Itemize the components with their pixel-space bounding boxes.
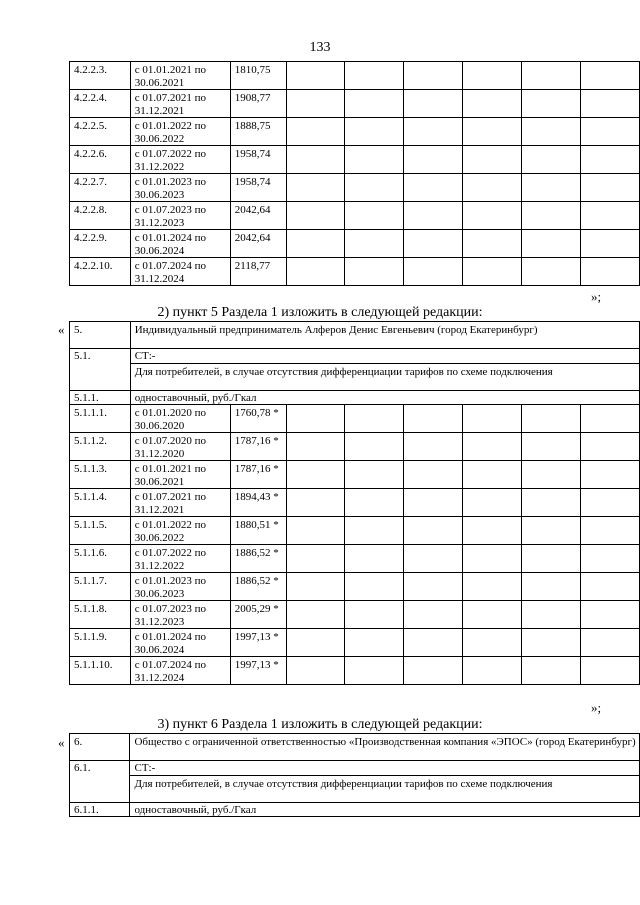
table-row: [70, 146, 640, 174]
empty-cell: [404, 657, 463, 685]
org-name: Индивидуальный предприниматель Алферов Денис Евгеньевич (город Екатеринбург): [130, 322, 639, 349]
row-number: 5.1.1.9.: [70, 629, 131, 657]
rate-label: одноставочный, руб./Гкал: [130, 802, 640, 817]
empty-cell: [463, 62, 522, 90]
empty-cell: [522, 461, 581, 489]
empty-cell: [522, 601, 581, 629]
empty-cell: [463, 433, 522, 461]
empty-cell: [286, 174, 345, 202]
empty-cell: [286, 517, 345, 545]
empty-cell: [345, 601, 404, 629]
empty-cell: [522, 433, 581, 461]
row-period: с 01.07.2022 по 31.12.2022: [130, 545, 230, 573]
row-value: 1886,52 *: [230, 573, 286, 601]
empty-cell: [522, 174, 581, 202]
table-row: [70, 517, 640, 545]
empty-cell: [345, 433, 404, 461]
empty-cell: [581, 230, 640, 258]
empty-cell: [581, 601, 640, 629]
st-number: 5.1.: [70, 349, 131, 391]
empty-cell: [463, 657, 522, 685]
empty-cell: [463, 461, 522, 489]
row-number: 4.2.2.8.: [70, 202, 131, 230]
empty-cell: [522, 202, 581, 230]
empty-cell: [522, 489, 581, 517]
row-period: с 01.07.2020 по 31.12.2020: [130, 433, 230, 461]
empty-cell: [522, 146, 581, 174]
row-value: 2042,64: [230, 202, 286, 230]
empty-cell: [404, 405, 463, 433]
section-heading-3: 3) пункт 6 Раздела 1 изложить в следующей редакции:: [157, 717, 483, 732]
row-period: с 01.01.2024 по 30.06.2024: [130, 230, 230, 258]
row-value: 1958,74: [230, 174, 286, 202]
empty-cell: [286, 573, 345, 601]
empty-cell: [286, 62, 345, 90]
empty-cell: [404, 202, 463, 230]
row-number: 4.2.2.5.: [70, 118, 131, 146]
empty-cell: [286, 545, 345, 573]
row-number: 5.1.1.10.: [70, 657, 131, 685]
row-period: с 01.01.2024 по 30.06.2024: [130, 629, 230, 657]
row-number: 4.2.2.3.: [70, 62, 131, 90]
empty-cell: [463, 601, 522, 629]
table-row: [70, 62, 640, 90]
empty-cell: [286, 657, 345, 685]
opening-quote-2: «: [58, 322, 65, 337]
empty-cell: [404, 489, 463, 517]
empty-cell: [463, 202, 522, 230]
org-number: 6.: [70, 734, 130, 761]
empty-cell: [522, 62, 581, 90]
st-label: СТ:-: [130, 349, 639, 364]
row-period: с 01.01.2022 по 30.06.2022: [130, 118, 230, 146]
row-period: с 01.01.2022 по 30.06.2022: [130, 517, 230, 545]
empty-cell: [404, 573, 463, 601]
empty-cell: [286, 489, 345, 517]
empty-cell: [522, 573, 581, 601]
empty-cell: [581, 118, 640, 146]
empty-cell: [463, 118, 522, 146]
empty-cell: [522, 517, 581, 545]
empty-cell: [404, 62, 463, 90]
empty-cell: [286, 461, 345, 489]
empty-cell: [345, 489, 404, 517]
row-value: 2118,77: [230, 258, 286, 286]
empty-cell: [463, 517, 522, 545]
empty-cell: [286, 118, 345, 146]
row-value: 1997,13 *: [230, 657, 286, 685]
empty-cell: [404, 146, 463, 174]
empty-cell: [581, 62, 640, 90]
empty-cell: [286, 405, 345, 433]
row-value: 1997,13 *: [230, 629, 286, 657]
section-heading-2: 2) пункт 5 Раздела 1 изложить в следующей редакции:: [157, 305, 483, 320]
empty-cell: [286, 601, 345, 629]
table-row: [70, 433, 640, 461]
empty-cell: [345, 461, 404, 489]
empty-cell: [581, 629, 640, 657]
empty-cell: [286, 258, 345, 286]
row-number: 5.1.1.7.: [70, 573, 131, 601]
row-number: 5.1.1.6.: [70, 545, 131, 573]
rate-number: 6.1.1.: [70, 802, 130, 817]
table-row: [70, 489, 640, 517]
row-number: 5.1.1.3.: [70, 461, 131, 489]
empty-cell: [463, 146, 522, 174]
empty-cell: [581, 405, 640, 433]
row-period: с 01.07.2021 по 31.12.2021: [130, 90, 230, 118]
table-row: [70, 174, 640, 202]
row-value: 1894,43 *: [230, 489, 286, 517]
row-period: с 01.01.2021 по 30.06.2021: [130, 461, 230, 489]
table-row: [70, 90, 640, 118]
row-value: 1958,74: [230, 146, 286, 174]
empty-cell: [345, 545, 404, 573]
rate-label: одноставочный, руб./Гкал: [130, 390, 639, 405]
empty-cell: [581, 202, 640, 230]
table-row: [70, 118, 640, 146]
row-value: 1888,75: [230, 118, 286, 146]
empty-cell: [581, 174, 640, 202]
empty-cell: [581, 433, 640, 461]
row-number: 4.2.2.6.: [70, 146, 131, 174]
row-value: 1880,51 *: [230, 517, 286, 545]
empty-cell: [463, 489, 522, 517]
empty-cell: [463, 405, 522, 433]
row-number: 4.2.2.9.: [70, 230, 131, 258]
empty-cell: [581, 517, 640, 545]
empty-cell: [345, 573, 404, 601]
empty-cell: [463, 545, 522, 573]
row-value: 1760,78 *: [230, 405, 286, 433]
empty-cell: [463, 629, 522, 657]
empty-cell: [404, 433, 463, 461]
st-number: 6.1.: [70, 761, 130, 803]
empty-cell: [581, 573, 640, 601]
empty-cell: [522, 230, 581, 258]
table-row: [70, 573, 640, 601]
consumers-note: Для потребителей, в случае отсутствия дифференциации тарифов по схеме подключения: [130, 363, 639, 390]
empty-cell: [522, 90, 581, 118]
empty-cell: [463, 258, 522, 286]
empty-cell: [581, 461, 640, 489]
empty-cell: [286, 146, 345, 174]
empty-cell: [581, 489, 640, 517]
empty-cell: [404, 174, 463, 202]
empty-cell: [581, 657, 640, 685]
empty-cell: [581, 146, 640, 174]
opening-quote-3: «: [58, 735, 65, 750]
row-period: с 01.01.2023 по 30.06.2023: [130, 573, 230, 601]
row-number: 5.1.1.4.: [70, 489, 131, 517]
empty-cell: [345, 629, 404, 657]
empty-cell: [345, 174, 404, 202]
empty-cell: [404, 230, 463, 258]
row-period: с 01.07.2021 по 31.12.2021: [130, 489, 230, 517]
row-period: с 01.07.2023 по 31.12.2023: [130, 202, 230, 230]
row-number: 5.1.1.2.: [70, 433, 131, 461]
empty-cell: [522, 629, 581, 657]
empty-cell: [345, 405, 404, 433]
table-row: [70, 545, 640, 573]
empty-cell: [404, 461, 463, 489]
empty-cell: [581, 545, 640, 573]
table-row: [70, 601, 640, 629]
row-value: 1886,52 *: [230, 545, 286, 573]
tariff-table-section-6: [69, 733, 640, 817]
row-period: с 01.01.2020 по 30.06.2020: [130, 405, 230, 433]
empty-cell: [522, 258, 581, 286]
row-period: с 01.07.2022 по 31.12.2022: [130, 146, 230, 174]
row-period: с 01.07.2024 по 31.12.2024: [130, 258, 230, 286]
empty-cell: [404, 517, 463, 545]
row-value: 2042,64: [230, 230, 286, 258]
row-value: 2005,29 *: [230, 601, 286, 629]
empty-cell: [404, 90, 463, 118]
empty-cell: [522, 545, 581, 573]
empty-cell: [345, 118, 404, 146]
empty-cell: [463, 573, 522, 601]
row-value: 1787,16 *: [230, 461, 286, 489]
empty-cell: [345, 517, 404, 545]
empty-cell: [463, 230, 522, 258]
tariff-table-section-5: [69, 321, 640, 685]
row-value: 1787,16 *: [230, 433, 286, 461]
st-label: СТ:-: [130, 761, 640, 776]
row-period: с 01.07.2023 по 31.12.2023: [130, 601, 230, 629]
row-number: 4.2.2.7.: [70, 174, 131, 202]
empty-cell: [463, 174, 522, 202]
table-row: [70, 258, 640, 286]
table-row: [70, 405, 640, 433]
org-name: Общество с ограниченной ответственностью «Производственная компания «ЭПОС» (город Екатеринбург): [130, 734, 640, 761]
empty-cell: [522, 118, 581, 146]
empty-cell: [404, 258, 463, 286]
row-period: с 01.01.2023 по 30.06.2023: [130, 174, 230, 202]
closing-quote-1: »;: [591, 289, 602, 304]
empty-cell: [404, 118, 463, 146]
empty-cell: [522, 657, 581, 685]
table-row: [70, 629, 640, 657]
empty-cell: [345, 90, 404, 118]
empty-cell: [581, 90, 640, 118]
empty-cell: [345, 230, 404, 258]
row-number: 5.1.1.8.: [70, 601, 131, 629]
row-value: 1810,75: [230, 62, 286, 90]
page-number: 133: [309, 40, 331, 55]
row-period: с 01.01.2021 по 30.06.2021: [130, 62, 230, 90]
empty-cell: [286, 433, 345, 461]
empty-cell: [286, 629, 345, 657]
rate-number: 5.1.1.: [70, 390, 131, 405]
empty-cell: [286, 202, 345, 230]
empty-cell: [345, 258, 404, 286]
row-period: с 01.07.2024 по 31.12.2024: [130, 657, 230, 685]
empty-cell: [345, 62, 404, 90]
table-row: [70, 657, 640, 685]
empty-cell: [345, 657, 404, 685]
empty-cell: [404, 601, 463, 629]
row-number: 4.2.2.10.: [70, 258, 131, 286]
empty-cell: [286, 230, 345, 258]
empty-cell: [463, 90, 522, 118]
empty-cell: [404, 545, 463, 573]
row-number: 4.2.2.4.: [70, 90, 131, 118]
empty-cell: [345, 146, 404, 174]
empty-cell: [404, 629, 463, 657]
tariff-table-section-4: [69, 61, 640, 286]
table-row: [70, 230, 640, 258]
empty-cell: [286, 90, 345, 118]
row-value: 1908,77: [230, 90, 286, 118]
empty-cell: [345, 202, 404, 230]
empty-cell: [522, 405, 581, 433]
org-number: 5.: [70, 322, 131, 349]
closing-quote-2: »;: [591, 700, 602, 715]
row-number: 5.1.1.1.: [70, 405, 131, 433]
table-row: [70, 461, 640, 489]
consumers-note: Для потребителей, в случае отсутствия дифференциации тарифов по схеме подключения: [130, 775, 640, 802]
empty-cell: [581, 258, 640, 286]
table-row: [70, 202, 640, 230]
row-number: 5.1.1.5.: [70, 517, 131, 545]
